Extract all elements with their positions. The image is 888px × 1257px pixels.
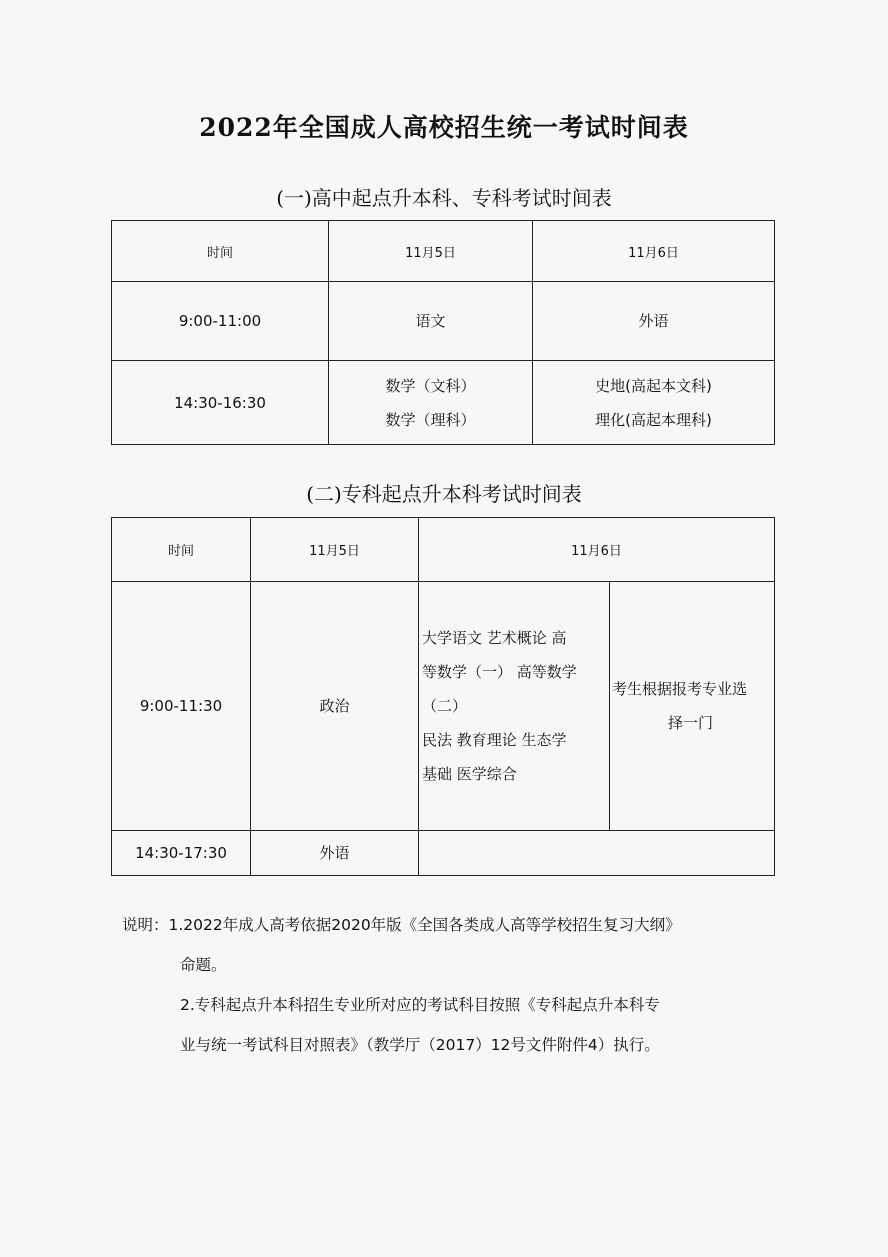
subject-cell: 语文 <box>329 282 533 361</box>
note-line: 业与统一考试科目对照表》（教学厅（2017）12号文件附件4）执行。 <box>180 1036 660 1054</box>
table-row <box>112 582 775 831</box>
schedule-table-2 <box>111 517 775 876</box>
subject-cell: 政治 <box>251 582 419 831</box>
note-line: 命题。 <box>180 956 227 974</box>
subject-cell: 外语 <box>251 831 419 876</box>
table-header-row <box>112 221 775 282</box>
subject-cell <box>533 361 775 445</box>
time-cell: 9:00-11:30 <box>112 582 251 831</box>
table-row <box>112 831 775 876</box>
table-row <box>112 282 775 361</box>
subject-line: 大学语文 艺术概论 高 <box>422 629 567 647</box>
header-nov6: 11月6日 <box>533 221 775 282</box>
subject-cell: 外语 <box>533 282 775 361</box>
empty-cell <box>419 831 775 876</box>
subjects-list-cell <box>419 582 610 831</box>
header-time: 时间 <box>112 518 251 582</box>
table-row <box>112 361 775 445</box>
table-header-row <box>112 518 775 582</box>
choice-line: 考生根据报考专业选 <box>612 680 748 698</box>
note-line: 说明：1.2022年成人高考依据2020年版《全国各类成人高等学校招生复习大纲》 <box>122 916 681 934</box>
subject-line: 理化(高起本理科) <box>595 410 712 429</box>
header-nov6: 11月6日 <box>419 518 775 582</box>
subject-line: 等数学（一） 高等数学 <box>422 663 577 681</box>
choice-note-cell <box>610 582 775 831</box>
subject-line: 数学（理科） <box>385 410 476 429</box>
section1-heading: (一)高中起点升本科、专科考试时间表 <box>276 186 612 210</box>
section2-heading: (二)专科起点升本科考试时间表 <box>306 482 582 506</box>
subject-line: （二） <box>422 697 468 715</box>
time-cell: 9:00-11:00 <box>112 282 329 361</box>
header-nov5: 11月5日 <box>251 518 419 582</box>
notes-section <box>122 905 802 1065</box>
time-cell: 14:30-17:30 <box>112 831 251 876</box>
subject-cell <box>329 361 533 445</box>
note-line: 2.专科起点升本科招生专业所对应的考试科目按照《专科起点升本科专 <box>180 996 660 1014</box>
time-cell: 14:30-16:30 <box>112 361 329 445</box>
header-nov5: 11月5日 <box>329 221 533 282</box>
subject-line: 基础 医学综合 <box>422 765 517 783</box>
subject-line: 史地(高起本文科) <box>595 376 712 395</box>
subject-line: 民法 教育理论 生态学 <box>422 731 567 749</box>
schedule-table-1 <box>111 220 775 445</box>
subject-line: 数学（文科） <box>385 376 476 395</box>
page-title: 2022年全国成人高校招生统一考试时间表 <box>199 113 689 142</box>
choice-line: 择一门 <box>668 714 714 732</box>
header-time: 时间 <box>112 221 329 282</box>
